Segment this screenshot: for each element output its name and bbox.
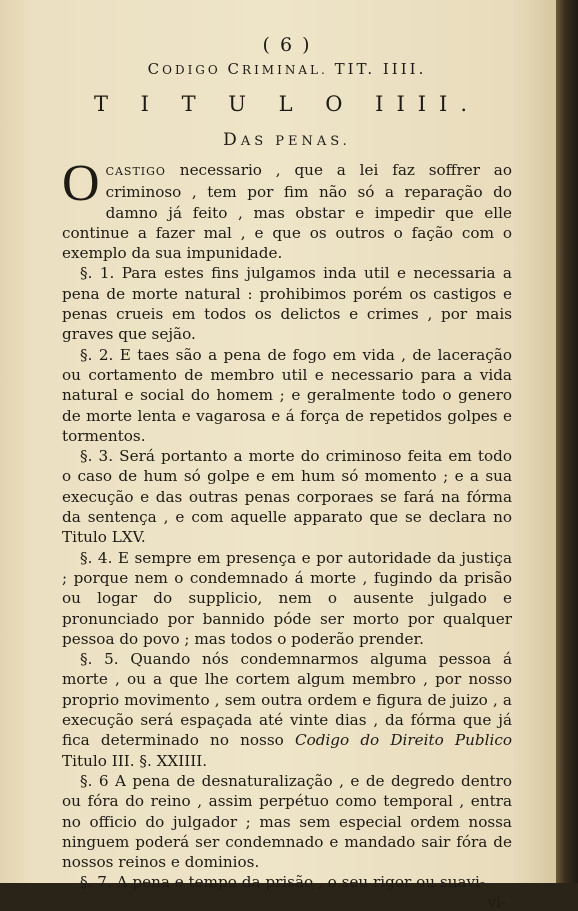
paragraph-5-tail: Titulo III. §. XXIIII. <box>62 751 208 770</box>
catchword: vi- <box>487 892 506 911</box>
running-head-cap-c: C <box>147 60 163 78</box>
running-head <box>62 60 512 78</box>
section-heading-cap: D <box>223 130 241 150</box>
running-head-titulo: TIT. IIII. <box>334 60 427 78</box>
chapter-title: T I T U L O IIII. <box>93 92 481 116</box>
paragraph-6: §. 6 A pena de desnaturalização , e de degredo dentro ou fóra do reino , assim perpétuo como temporal , entra no officio do julgador ; mas sem especial ordem nossa ninguem poderá ser condemnado e mandado sair fóra de nossos reinos e dominios. <box>62 771 512 872</box>
section-heading-rest: AS PENAS. <box>240 134 351 149</box>
paragraph-7: §. 7. A pena e tempo da prisão , o seu rigor ou suavi- <box>80 873 486 892</box>
paragraph-5-italic: Codigo do Direito Publico <box>294 731 512 750</box>
drop-cap: O <box>62 155 100 212</box>
paragraph-1: §. 1. Para estes fins julgamos inda util e necessaria a pena de morte natural : prohibimos porém os castigos e penas crueis em todos os delictos e crimes , por mais graves que sejão. <box>62 264 512 344</box>
paragraph-5 <box>62 649 512 771</box>
paragraph-2: §. 2. E taes são a pena de fogo em vida , de laceração ou cortamento de membro util e necessario para a vida natural e social do homem ; e geralmente todo o genero de morte lenta e vagarosa e á força de repetidos golpes e tormentos. <box>62 345 512 445</box>
section-heading <box>62 130 512 150</box>
intro-paragraph <box>62 155 512 263</box>
paragraph-4: §. 4. E sempre em presença e por autoridade da justiça ; porque nem o condemnado á morte , fugindo da prisão ou logar do supplicio, nem o ausente julgado e pronunciado por bannido póde ser morto por qualquer pessoa do povo ; mas todos o poderão prender. <box>62 548 512 648</box>
running-head-criminal: RIMINAL. <box>242 63 335 77</box>
running-head-codigo: ODIGO <box>162 63 228 77</box>
page-content <box>62 34 512 911</box>
book-edge <box>556 0 578 883</box>
paragraph-5-text: §. 5. Quando nós condemnarmos alguma pessoa á morte , ou a que lhe cortem algum membro , por nosso proprio movimento , sem outra ordem e figura de juizo , a execução será espaçada até vinte dias , da fórma que já fica determinado no nosso <box>62 650 512 750</box>
page-number: ( 6 ) <box>262 34 312 56</box>
paragraph-3: §. 3. Será portanto a morte do criminoso feita em todo o caso de hum só golpe e em hum só momento ; e a sua execução e das outras penas corporaes se fará na fórma da sentença , e com aquelle apparato que se declara no Titulo LXV. <box>62 447 512 547</box>
intro-smallcaps: CASTIGO <box>105 165 166 178</box>
running-head-cap-c2: C <box>227 60 243 78</box>
intro-text: necessario , que a lei faz soffrer ao criminoso , tem por fim não só a reparação do damno já feito , mas obstar e impedir que elle continue a fazer mal , e que os outros o fação com o exemplo da sua impunidade. <box>62 161 512 263</box>
